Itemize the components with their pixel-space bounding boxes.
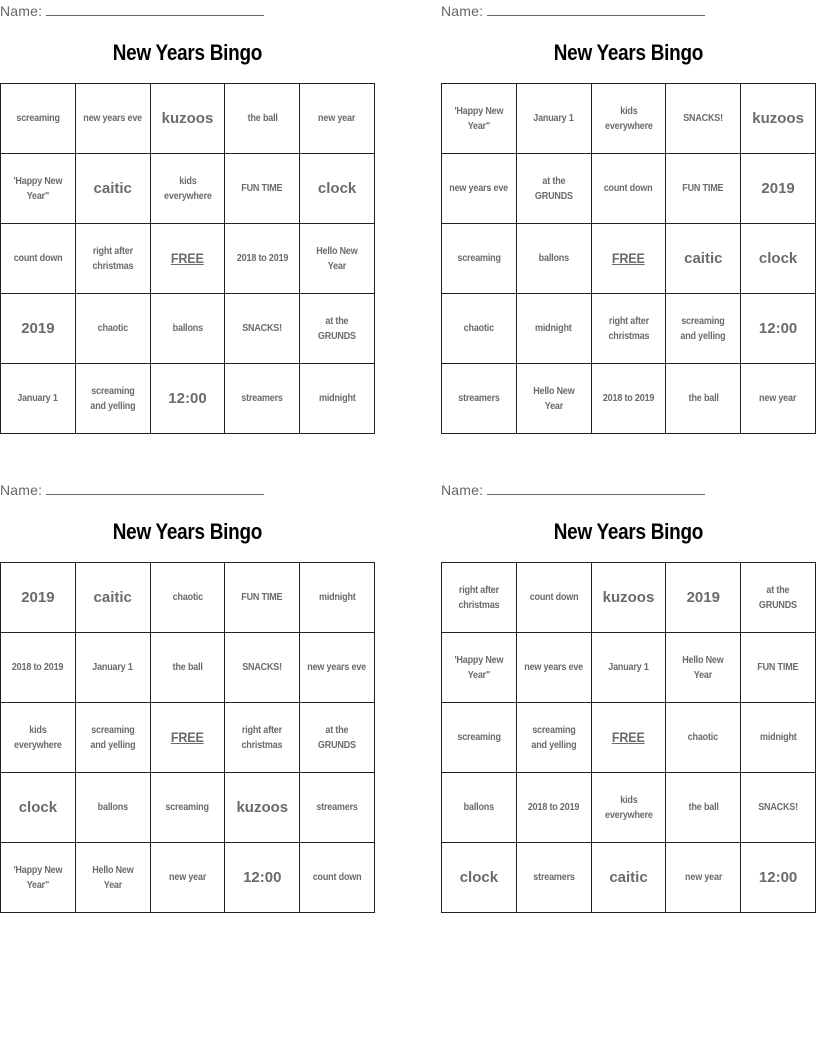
bingo-cell-text: screaming and yelling xyxy=(90,724,136,751)
bingo-cell[interactable] xyxy=(741,84,816,154)
bingo-cell-text: right after christmas xyxy=(92,245,134,272)
bingo-cell[interactable] xyxy=(1,563,76,633)
bingo-cell-text: ballons xyxy=(97,802,128,813)
bingo-grid xyxy=(0,83,375,434)
bingo-cell[interactable] xyxy=(442,84,517,154)
name-field[interactable] xyxy=(441,2,705,19)
bingo-cell-text: January 1 xyxy=(92,662,133,673)
bingo-cell-text: January 1 xyxy=(17,393,59,404)
bingo-cell[interactable] xyxy=(225,633,300,703)
bingo-cell[interactable] xyxy=(442,843,517,913)
bingo-cell-text: SNACKS! xyxy=(758,802,798,813)
bingo-cell[interactable] xyxy=(517,84,592,154)
bingo-cell[interactable] xyxy=(741,154,816,224)
bingo-cell[interactable] xyxy=(225,773,300,843)
bingo-cell-text: kuzoos xyxy=(752,110,804,127)
bingo-cell[interactable] xyxy=(442,294,517,364)
bingo-cell-text: count down xyxy=(13,253,63,264)
bingo-cell[interactable] xyxy=(225,843,300,913)
bingo-cell-text: streamers xyxy=(316,802,358,813)
card-title: New Years Bingo xyxy=(553,40,704,65)
bingo-cell-text: 2018 to 2019 xyxy=(12,662,64,673)
bingo-cell[interactable] xyxy=(76,843,151,913)
bingo-cell[interactable] xyxy=(151,154,226,224)
bingo-cell-text: right after christmas xyxy=(241,724,283,751)
bingo-cell-text: streamers xyxy=(241,393,283,404)
bingo-cell[interactable] xyxy=(225,364,300,434)
bingo-cell-text: new year xyxy=(759,393,797,404)
bingo-cell-text: at the GRUNDS xyxy=(534,175,573,202)
bingo-cell[interactable] xyxy=(151,294,226,364)
bingo-cell[interactable] xyxy=(151,563,226,633)
bingo-cell[interactable] xyxy=(300,703,375,773)
bingo-cell[interactable] xyxy=(592,843,667,913)
bingo-cell[interactable] xyxy=(741,294,816,364)
bingo-cell-text: clock xyxy=(317,180,357,197)
bingo-cell[interactable] xyxy=(225,563,300,633)
bingo-cell[interactable] xyxy=(300,633,375,703)
bingo-grid xyxy=(0,562,375,913)
bingo-cell-text: at the GRUNDS xyxy=(318,724,357,751)
bingo-cell-text: screaming xyxy=(16,113,60,124)
bingo-cell-text: Hello New Year xyxy=(682,654,724,681)
bingo-cell[interactable] xyxy=(666,843,741,913)
bingo-cell[interactable] xyxy=(151,843,226,913)
bingo-cell[interactable] xyxy=(151,773,226,843)
bingo-cell[interactable] xyxy=(300,294,375,364)
bingo-cell-text: kuzoos xyxy=(236,799,289,816)
bingo-card-2 xyxy=(441,0,816,440)
bingo-cell[interactable] xyxy=(517,703,592,773)
name-label: Name: xyxy=(441,3,484,19)
bingo-cell-text: screaming and yelling xyxy=(90,385,136,412)
bingo-cell-text: FUN TIME xyxy=(757,662,799,673)
bingo-cell[interactable] xyxy=(76,773,151,843)
bingo-cell[interactable] xyxy=(517,224,592,294)
bingo-cell-text: count down xyxy=(604,183,653,194)
bingo-cell-text: midnight xyxy=(535,323,572,334)
name-field[interactable] xyxy=(0,2,264,19)
bingo-cell-text: kuzoos xyxy=(602,589,655,606)
bingo-cell[interactable] xyxy=(592,364,667,434)
bingo-cell[interactable] xyxy=(300,84,375,154)
bingo-cell[interactable] xyxy=(300,154,375,224)
bingo-cell[interactable] xyxy=(666,154,741,224)
bingo-cell-text: 2018 to 2019 xyxy=(602,393,655,404)
bingo-cell-text: chaotic xyxy=(688,732,719,743)
bingo-cell[interactable] xyxy=(741,364,816,434)
free-space-cell[interactable] xyxy=(592,224,667,294)
name-blank-line[interactable] xyxy=(487,481,705,495)
bingo-cell[interactable] xyxy=(741,703,816,773)
bingo-cell-text: 2019 xyxy=(686,589,720,606)
bingo-cell-text: midnight xyxy=(318,592,356,603)
bingo-cell[interactable] xyxy=(517,843,592,913)
name-label: Name: xyxy=(0,3,43,19)
bingo-card-3 xyxy=(0,479,375,919)
bingo-cell[interactable] xyxy=(76,364,151,434)
name-field[interactable] xyxy=(441,481,705,498)
bingo-cell[interactable] xyxy=(442,773,517,843)
card-title: New Years Bingo xyxy=(112,519,263,544)
name-label: Name: xyxy=(441,482,484,498)
bingo-cell-text: new year xyxy=(168,872,207,883)
bingo-cell-text: 'Happy New Year" xyxy=(454,654,504,681)
bingo-cell-text: SNACKS! xyxy=(683,113,724,124)
bingo-cell[interactable] xyxy=(225,294,300,364)
card-title: New Years Bingo xyxy=(112,40,263,65)
bingo-cell[interactable] xyxy=(151,84,226,154)
bingo-cell[interactable] xyxy=(151,364,226,434)
bingo-cell[interactable] xyxy=(76,563,151,633)
bingo-cell-text: new years eve xyxy=(524,662,584,673)
bingo-cell-text: 12:00 xyxy=(758,320,798,337)
bingo-cell[interactable] xyxy=(741,773,816,843)
card-title: New Years Bingo xyxy=(553,519,704,544)
bingo-cell[interactable] xyxy=(442,563,517,633)
bingo-cell-text: right after christmas xyxy=(458,584,500,611)
bingo-cell-text: FUN TIME xyxy=(682,183,724,194)
bingo-cell[interactable] xyxy=(300,224,375,294)
bingo-cell[interactable] xyxy=(741,843,816,913)
bingo-cell[interactable] xyxy=(76,154,151,224)
bingo-cell-text: streamers xyxy=(458,393,500,404)
bingo-cell-text: caitic xyxy=(93,180,132,197)
bingo-cell-text: chaotic xyxy=(463,323,495,334)
bingo-cell-text: count down xyxy=(529,592,579,603)
bingo-cell-text: screaming xyxy=(165,802,210,813)
bingo-cell-text: caitic xyxy=(609,869,648,886)
bingo-cell[interactable] xyxy=(517,364,592,434)
bingo-cell[interactable] xyxy=(1,364,76,434)
bingo-cell[interactable] xyxy=(442,364,517,434)
bingo-cell-text: FREE xyxy=(612,729,645,745)
bingo-cell[interactable] xyxy=(592,773,667,843)
name-label: Name: xyxy=(0,482,43,498)
bingo-cell[interactable] xyxy=(76,294,151,364)
bingo-cell[interactable] xyxy=(1,154,76,224)
bingo-cell-text: new years eve xyxy=(83,113,143,124)
bingo-cell-text: kids everywhere xyxy=(604,794,653,821)
bingo-cell-text: the ball xyxy=(247,113,278,124)
bingo-cell[interactable] xyxy=(741,224,816,294)
bingo-cell[interactable] xyxy=(442,154,517,224)
bingo-cell[interactable] xyxy=(666,773,741,843)
free-space-cell[interactable] xyxy=(151,224,226,294)
bingo-cell-text: midnight xyxy=(759,732,797,743)
bingo-cell-text: Hello New Year xyxy=(91,864,134,891)
bingo-cell[interactable] xyxy=(666,703,741,773)
bingo-cell[interactable] xyxy=(1,843,76,913)
bingo-cell-text: SNACKS! xyxy=(242,662,283,673)
bingo-cell-text: caitic xyxy=(93,589,132,606)
bingo-cell[interactable] xyxy=(666,84,741,154)
bingo-cell-text: right after christmas xyxy=(608,315,649,342)
bingo-cell[interactable] xyxy=(666,563,741,633)
bingo-cell[interactable] xyxy=(517,294,592,364)
bingo-cell-text: 2019 xyxy=(21,320,55,337)
bingo-cell-text: 2018 to 2019 xyxy=(527,802,580,813)
bingo-cell-text: screaming and yelling xyxy=(680,315,726,342)
bingo-cell[interactable] xyxy=(442,703,517,773)
bingo-cell-text: kids everywhere xyxy=(14,724,62,751)
bingo-cell-text: clock xyxy=(459,869,499,886)
bingo-cell-text: new years eve xyxy=(307,662,367,673)
bingo-cell-text: FUN TIME xyxy=(241,592,283,603)
bingo-cell[interactable] xyxy=(300,773,375,843)
name-blank-line[interactable] xyxy=(46,481,264,495)
bingo-cell-text: ballons xyxy=(538,253,569,264)
bingo-cell[interactable] xyxy=(442,633,517,703)
bingo-cell-text: 2018 to 2019 xyxy=(236,253,288,264)
bingo-cell-text: new year xyxy=(684,872,722,883)
bingo-cell[interactable] xyxy=(300,563,375,633)
bingo-cell[interactable] xyxy=(225,703,300,773)
bingo-cell-text: screaming xyxy=(457,253,501,264)
bingo-cell[interactable] xyxy=(151,633,226,703)
bingo-cell-text: streamers xyxy=(532,872,575,883)
bingo-cell-text: ballons xyxy=(172,323,203,334)
bingo-cell-text: 2019 xyxy=(21,589,55,606)
bingo-cell-text: FREE xyxy=(612,250,645,266)
bingo-cell[interactable] xyxy=(1,703,76,773)
bingo-cell[interactable] xyxy=(1,773,76,843)
bingo-cell-text: midnight xyxy=(318,393,356,404)
bingo-cell[interactable] xyxy=(300,364,375,434)
bingo-grid xyxy=(441,562,816,913)
bingo-cell[interactable] xyxy=(76,224,151,294)
bingo-cell-text: chaotic xyxy=(172,592,203,603)
bingo-cell-text: Hello New Year xyxy=(532,385,575,412)
bingo-cell-text: the ball xyxy=(688,393,719,404)
bingo-cell[interactable] xyxy=(517,773,592,843)
bingo-cell[interactable] xyxy=(76,703,151,773)
bingo-cell-text: caitic xyxy=(684,250,723,267)
bingo-cell-text: Hello New Year xyxy=(316,245,358,272)
name-blank-line[interactable] xyxy=(46,2,264,16)
bingo-cell[interactable] xyxy=(666,224,741,294)
bingo-cell-text: clock xyxy=(18,799,58,816)
free-space-cell[interactable] xyxy=(151,703,226,773)
bingo-cell-text: 12:00 xyxy=(243,869,282,886)
bingo-cell-text: 12:00 xyxy=(758,869,798,886)
bingo-cell-text: chaotic xyxy=(97,323,128,334)
bingo-cell[interactable] xyxy=(225,84,300,154)
bingo-cell-text: January 1 xyxy=(608,662,649,673)
bingo-cell-text: 12:00 xyxy=(168,390,207,407)
bingo-cell-text: FREE xyxy=(171,729,204,745)
bingo-cell[interactable] xyxy=(1,224,76,294)
bingo-cell[interactable] xyxy=(442,224,517,294)
bingo-grid xyxy=(441,83,816,434)
bingo-cell-text: the ball xyxy=(688,802,719,813)
bingo-cell-text: new years eve xyxy=(449,183,509,194)
bingo-card-1 xyxy=(0,0,375,440)
bingo-cell-text: 'Happy New Year" xyxy=(454,105,504,132)
bingo-cell[interactable] xyxy=(592,294,667,364)
bingo-cell-text: FUN TIME xyxy=(241,183,283,194)
bingo-cell[interactable] xyxy=(592,154,667,224)
bingo-cell-text: count down xyxy=(312,872,362,883)
bingo-cell[interactable] xyxy=(666,294,741,364)
bingo-cell[interactable] xyxy=(741,563,816,633)
bingo-cell[interactable] xyxy=(225,224,300,294)
free-space-cell[interactable] xyxy=(592,703,667,773)
bingo-cell-text: kids everywhere xyxy=(604,105,653,132)
bingo-cell[interactable] xyxy=(76,84,151,154)
bingo-cell[interactable] xyxy=(666,364,741,434)
bingo-cell[interactable] xyxy=(741,633,816,703)
bingo-cell[interactable] xyxy=(1,294,76,364)
bingo-cell-text: kids everywhere xyxy=(163,175,212,202)
name-field[interactable] xyxy=(0,481,264,498)
bingo-cell[interactable] xyxy=(300,843,375,913)
bingo-cell[interactable] xyxy=(517,154,592,224)
bingo-cell[interactable] xyxy=(1,633,76,703)
bingo-cell[interactable] xyxy=(592,633,667,703)
name-blank-line[interactable] xyxy=(487,2,705,16)
bingo-cell-text: the ball xyxy=(172,662,203,673)
bingo-cell[interactable] xyxy=(76,633,151,703)
bingo-cell-text: FREE xyxy=(171,250,204,266)
bingo-cell-text: kuzoos xyxy=(161,110,214,127)
bingo-cell-text: clock xyxy=(758,250,798,267)
bingo-cell-text: ballons xyxy=(463,802,495,813)
bingo-cell[interactable] xyxy=(225,154,300,224)
bingo-cell[interactable] xyxy=(517,563,592,633)
bingo-cell-text: 'Happy New Year" xyxy=(13,175,63,202)
bingo-cell-text: screaming xyxy=(457,732,501,743)
bingo-cell[interactable] xyxy=(592,563,667,633)
bingo-cell[interactable] xyxy=(666,633,741,703)
bingo-cell-text: screaming and yelling xyxy=(531,724,577,751)
bingo-cell-text: 2019 xyxy=(761,180,795,197)
bingo-cell[interactable] xyxy=(517,633,592,703)
bingo-cell[interactable] xyxy=(1,84,76,154)
bingo-cell-text: SNACKS! xyxy=(242,323,283,334)
bingo-cell-text: new year xyxy=(318,113,356,124)
bingo-cell-text: 'Happy New Year" xyxy=(13,864,63,891)
bingo-card-4 xyxy=(441,479,816,919)
bingo-cell[interactable] xyxy=(592,84,667,154)
bingo-cell-text: at the GRUNDS xyxy=(318,315,357,342)
bingo-cell-text: January 1 xyxy=(533,113,574,124)
bingo-cell-text: at the GRUNDS xyxy=(759,584,798,611)
